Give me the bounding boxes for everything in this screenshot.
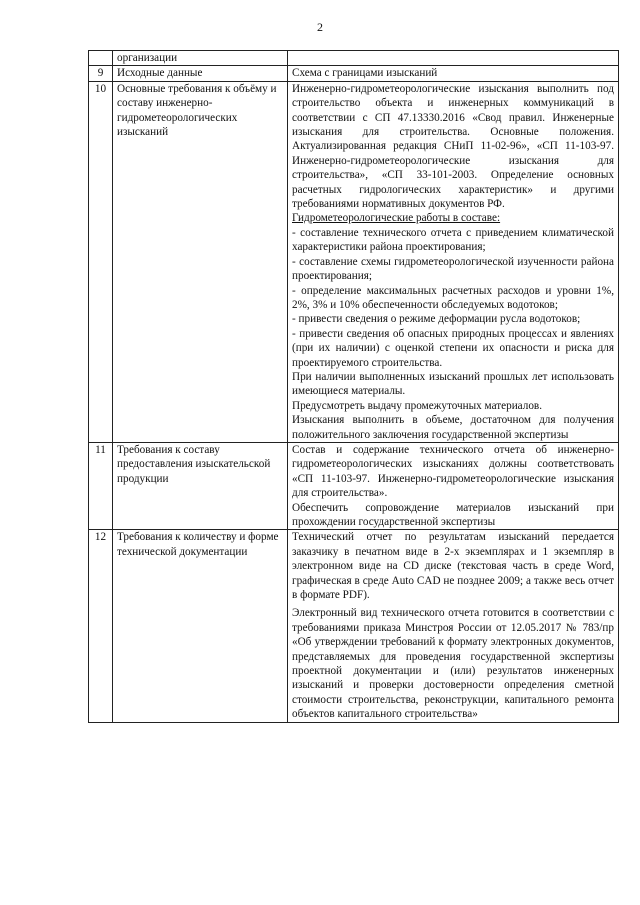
list-item: - привести сведения об опасных природных процессах и явлениях (при их наличии) с оценкой степени их опасности и риска для проектируемого строительства. xyxy=(292,327,614,369)
row-number: 10 xyxy=(89,81,113,442)
table-row-12 xyxy=(89,530,619,722)
paragraph: Инженерно-гидрометеорологические изыскания выполнить под строительство объекта и инженерных коммуникаций в соответствии с СП 47.13330.2016 «Свод правил. Инженерные изыскания для строительства. Основные положения. Актуализированная редакция СНиП 11-02-96», «СП 11-103-97. Инженерно-гидрометеорологические изыскания для строительства», «СП 33-101-2003. Определение основных расчетных гидрологических характеристик» и другими требованиями нормативных документов РФ. xyxy=(292,82,614,211)
row-name: организации xyxy=(113,51,288,66)
paragraph: Состав и содержание технического отчета об инженерно-гидрометеорологических изысканиях должны соответствовать «СП 11-103-97. Инженерно-гидрометеорологические изыскания для строительства». xyxy=(292,443,614,500)
paragraph: Изыскания выполнить в объеме, достаточном для получения положительного заключения государственной экспертизы xyxy=(292,414,614,441)
table-row-10 xyxy=(89,81,619,442)
row-name: Исходные данные xyxy=(113,66,288,81)
list-item: - определение максимальных расчетных расходов и уровни 1%, 2%, 3% и 10% обеспеченности обследуемых водотоков; xyxy=(292,284,614,311)
row-value xyxy=(288,442,619,529)
row-value xyxy=(288,530,619,722)
paragraph: Обеспечить сопровождение материалов изысканий при прохождении государственной экспертизы xyxy=(292,501,614,528)
row-value xyxy=(288,51,619,66)
paragraph: Предусмотреть выдачу промежуточных материалов. xyxy=(292,399,542,412)
page-number: 2 xyxy=(317,20,323,34)
list-item: - привести сведения о режиме деформации русла водотоков; xyxy=(292,313,581,326)
paragraph: При наличии выполненных изысканий прошлых лет использовать имеющиеся материалы. xyxy=(292,370,614,398)
table-row-9 xyxy=(89,66,619,81)
paragraph-heading: Гидрометеорологические работы в составе: xyxy=(292,212,501,225)
row-number: 12 xyxy=(89,530,113,722)
row-number xyxy=(89,51,113,66)
row-value xyxy=(288,66,619,81)
table-row-11 xyxy=(89,442,619,529)
list-item: - составление схемы гидрометеорологической изученности района проектирования; xyxy=(292,255,614,283)
row-number: 11 xyxy=(89,442,113,529)
paragraph: Электронный вид технического отчета готовится в соответствии с требованиями приказа Минстроя России от 12.05.2017 № 783/пр «Об утверждении требований к формату электронных документов, представляемых для проведения государственной экспертизы проектной документации и (или) результатов инженерных изысканий и проверки достоверности определения сметной стоимости строительства, реконструкции, капитального ремонта объектов капитального строительства» xyxy=(292,607,614,721)
paragraph: Схема с границами изысканий xyxy=(292,67,438,80)
requirements-table xyxy=(88,50,619,723)
list-item: - составление технического отчета с приведением климатической характеристики района проектирования; xyxy=(292,226,614,254)
row-name: Требования к составу предоставления изыскательской продукции xyxy=(113,442,288,529)
row-name: Основные требования к объёму и составу инженерно-гидрометеорологических изысканий xyxy=(113,81,288,442)
row-name: Требования к количеству и форме технической документации xyxy=(113,530,288,722)
table-row-continuation xyxy=(89,51,619,66)
row-number: 9 xyxy=(89,66,113,81)
row-value xyxy=(288,81,619,442)
paragraph: Технический отчет по результатам изысканий передается заказчику в печатном виде в 2-х экземплярах и 1 экземпляр в электронном виде на CD диске (текстовая часть в среде Word, графическая в среде Auto CAD не позднее 2009; а также весь отчет в формате PDF). xyxy=(292,531,614,602)
